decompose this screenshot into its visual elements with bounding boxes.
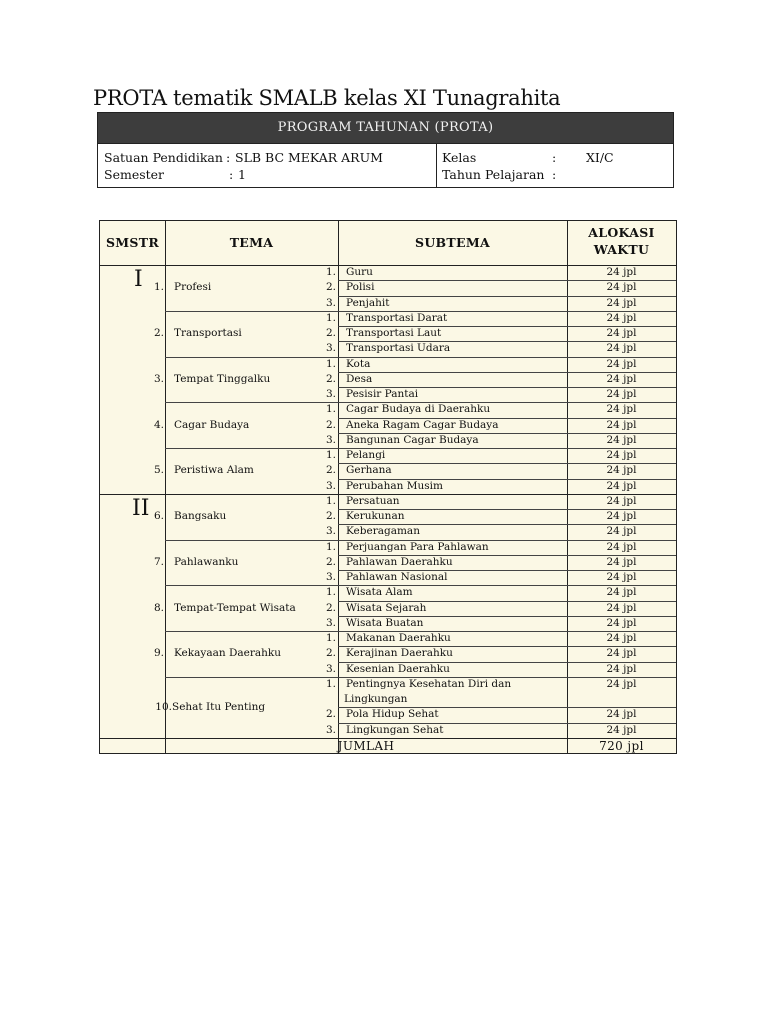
header-tema: TEMA bbox=[229, 235, 274, 250]
jpl-value: 24 jpl bbox=[606, 372, 637, 385]
subtheme-number: 3. bbox=[325, 662, 336, 675]
subtheme-text: Aneka Ragam Cagar Budaya bbox=[346, 418, 499, 431]
subtheme-number: 2. bbox=[325, 372, 336, 385]
info-right bbox=[438, 144, 673, 188]
subtheme-text: Wisata Sejarah bbox=[346, 601, 427, 614]
jpl-value: 24 jpl bbox=[606, 342, 637, 355]
theme-number: 6. bbox=[153, 510, 164, 523]
subtheme-text: Transportasi Udara bbox=[346, 342, 451, 355]
semester-label: II bbox=[132, 495, 150, 521]
jpl-value: 24 jpl bbox=[606, 662, 637, 675]
jpl-value: 24 jpl bbox=[606, 449, 637, 461]
tahun-label: Tahun Pelajaran bbox=[442, 167, 545, 182]
jpl-value: 24 jpl bbox=[606, 388, 637, 400]
semester-label: I bbox=[134, 267, 143, 292]
semester-value: 1 bbox=[238, 167, 246, 182]
theme-name: Bangsaku bbox=[174, 510, 227, 523]
subtheme-number: 1. bbox=[325, 586, 336, 599]
subtheme-number: 2. bbox=[325, 281, 336, 294]
theme-name: Cagar Budaya bbox=[174, 418, 250, 431]
subtheme-text: Pola Hidup Sehat bbox=[346, 708, 439, 721]
theme-number: 4. bbox=[153, 418, 164, 431]
subtheme-number: 1. bbox=[325, 266, 336, 278]
jpl-value: 24 jpl bbox=[606, 494, 637, 507]
jpl-value: 24 jpl bbox=[606, 540, 637, 553]
subtheme-number: 2. bbox=[325, 464, 336, 477]
theme-number: 3. bbox=[153, 372, 164, 385]
subtheme-number: 2. bbox=[325, 555, 336, 568]
subtheme-text: Keberagaman bbox=[346, 525, 420, 538]
theme-name: Kekayaan Daerahku bbox=[174, 647, 282, 660]
jpl-value: 24 jpl bbox=[606, 586, 637, 599]
subtheme-number: 1. bbox=[325, 449, 336, 461]
column-divider bbox=[165, 221, 166, 753]
jpl-value: 24 jpl bbox=[606, 632, 637, 644]
kelas-value: XI/C bbox=[586, 150, 614, 165]
info-left bbox=[98, 144, 437, 188]
theme-number: 8. bbox=[153, 601, 164, 614]
jpl-value: 24 jpl bbox=[606, 281, 637, 294]
subtheme-text: Makanan Daerahku bbox=[346, 632, 451, 644]
jpl-value: 24 jpl bbox=[606, 464, 637, 477]
jpl-value: 24 jpl bbox=[606, 266, 637, 278]
subtheme-text: Pahlawan Daerahku bbox=[346, 555, 453, 568]
kelas-sep: : bbox=[552, 150, 557, 165]
prota-table bbox=[99, 220, 677, 754]
subtheme-text: Guru bbox=[346, 266, 373, 278]
jpl-value: 24 jpl bbox=[606, 418, 637, 431]
theme-number: 10. bbox=[155, 700, 172, 713]
jpl-value: 24 jpl bbox=[606, 708, 637, 721]
subtheme-text: Gerhana bbox=[346, 464, 392, 477]
subtheme-number: 3. bbox=[325, 723, 336, 736]
jpl-value: 24 jpl bbox=[606, 433, 637, 446]
jpl-value: 24 jpl bbox=[606, 327, 637, 339]
subtheme-text-continued: Lingkungan bbox=[344, 693, 408, 705]
info-box bbox=[97, 112, 674, 188]
subtheme-number: 3. bbox=[325, 342, 336, 355]
theme-number: 1. bbox=[153, 281, 164, 294]
theme-number: 9. bbox=[153, 647, 164, 660]
subtheme-number: 2. bbox=[325, 510, 336, 522]
info-body bbox=[98, 144, 673, 188]
jpl-value: 24 jpl bbox=[606, 555, 637, 568]
subtheme-text: Wisata Alam bbox=[346, 586, 413, 599]
subtheme-number: 3. bbox=[325, 296, 336, 309]
subtheme-text: Penjahit bbox=[346, 296, 390, 309]
subtheme-text: Persatuan bbox=[346, 494, 400, 507]
subtheme-number: 1. bbox=[325, 403, 336, 416]
jpl-value: 24 jpl bbox=[606, 403, 637, 416]
jpl-value: 24 jpl bbox=[606, 616, 637, 629]
subtheme-number: 3. bbox=[325, 571, 336, 583]
theme-name: Transportasi bbox=[174, 327, 242, 340]
jpl-value: 24 jpl bbox=[606, 571, 637, 583]
subtheme-text: Kesenian Daerahku bbox=[346, 662, 450, 675]
jpl-value: 24 jpl bbox=[606, 479, 637, 492]
theme-name: Peristiwa Alam bbox=[174, 464, 254, 477]
subtheme-text: Desa bbox=[346, 372, 373, 385]
jpl-value: 24 jpl bbox=[606, 311, 637, 324]
subtheme-text: Cagar Budaya di Daerahku bbox=[346, 403, 491, 416]
jpl-value: 24 jpl bbox=[606, 510, 637, 522]
header-waktu: WAKTU bbox=[593, 242, 650, 257]
subtheme-number: 1. bbox=[325, 632, 336, 644]
theme-name: Pahlawanku bbox=[174, 555, 239, 568]
subtheme-number: 2. bbox=[325, 601, 336, 614]
subtheme-text: Wisata Buatan bbox=[346, 616, 424, 629]
subtheme-number: 1. bbox=[325, 494, 336, 507]
header-alokasi: ALOKASI bbox=[588, 225, 655, 240]
subtheme-number: 1. bbox=[325, 540, 336, 553]
subtheme-text: Polisi bbox=[346, 281, 375, 294]
tahun-sep: : bbox=[552, 167, 557, 182]
info-header: PROGRAM TAHUNAN (PROTA) bbox=[98, 113, 673, 144]
jpl-value: 24 jpl bbox=[606, 677, 637, 690]
subtheme-number: 3. bbox=[325, 479, 336, 492]
subtheme-text: Pesisir Pantai bbox=[346, 388, 419, 400]
subtheme-number: 1. bbox=[325, 357, 336, 370]
subtheme-text: Kerajinan Daerahku bbox=[346, 647, 453, 660]
subtheme-text: Kerukunan bbox=[346, 510, 405, 522]
satuan-sep: : bbox=[226, 150, 231, 165]
subtheme-text: Perubahan Musim bbox=[346, 479, 443, 492]
subtheme-number: 3. bbox=[325, 388, 336, 400]
subtheme-number: 1. bbox=[325, 311, 336, 324]
theme-name: Tempat-Tempat Wisata bbox=[174, 601, 296, 614]
subtheme-number: 2. bbox=[325, 418, 336, 431]
theme-name: Profesi bbox=[174, 281, 212, 294]
theme-name: Sehat Itu Penting bbox=[172, 700, 266, 713]
theme-number: 7. bbox=[153, 555, 164, 568]
semester-label: Semester bbox=[104, 167, 165, 182]
document-title: PROTA tematik SMALB kelas XI Tunagrahita bbox=[93, 86, 561, 110]
kelas-label: Kelas bbox=[442, 150, 477, 165]
jpl-value: 24 jpl bbox=[606, 723, 637, 736]
jpl-value: 24 jpl bbox=[606, 296, 637, 309]
jpl-value: 24 jpl bbox=[606, 601, 637, 614]
subtheme-text: Transportasi Darat bbox=[346, 311, 448, 324]
subtheme-number: 2. bbox=[325, 708, 336, 721]
subtheme-text: Bangunan Cagar Budaya bbox=[346, 433, 479, 446]
semester-sep: : bbox=[229, 167, 234, 182]
theme-number: 2. bbox=[153, 327, 164, 340]
subtheme-text: Pelangi bbox=[346, 449, 386, 461]
jpl-value: 24 jpl bbox=[606, 357, 637, 370]
subtheme-number: 2. bbox=[325, 647, 336, 660]
satuan-value: SLB BC MEKAR ARUM bbox=[235, 150, 383, 165]
subtheme-text: Perjuangan Para Pahlawan bbox=[346, 540, 489, 553]
subtheme-text: Transportasi Laut bbox=[346, 327, 442, 339]
subtheme-text: Pahlawan Nasional bbox=[346, 571, 448, 583]
header-smstr: SMSTR bbox=[105, 235, 160, 250]
subtheme-number: 3. bbox=[325, 433, 336, 446]
theme-name: Tempat Tinggalku bbox=[174, 372, 271, 385]
subtheme-number: 3. bbox=[325, 616, 336, 629]
subtheme-number: 1. bbox=[325, 677, 336, 690]
jpl-value: 24 jpl bbox=[606, 525, 637, 538]
jpl-value: 24 jpl bbox=[606, 647, 637, 660]
satuan-label: Satuan Pendidikan bbox=[104, 150, 223, 165]
subtheme-number: 2. bbox=[325, 327, 336, 339]
subtheme-text: Pentingnya Kesehatan Diri dan bbox=[346, 677, 512, 690]
total-label: JUMLAH bbox=[337, 738, 395, 753]
column-divider bbox=[338, 221, 339, 753]
subtheme-number: 3. bbox=[325, 525, 336, 538]
subtheme-text: Lingkungan Sehat bbox=[346, 723, 444, 736]
subtheme-text: Kota bbox=[346, 357, 371, 370]
header-subtema: SUBTEMA bbox=[415, 235, 490, 250]
total-value: 720 jpl bbox=[599, 738, 644, 753]
theme-number: 5. bbox=[153, 464, 164, 477]
